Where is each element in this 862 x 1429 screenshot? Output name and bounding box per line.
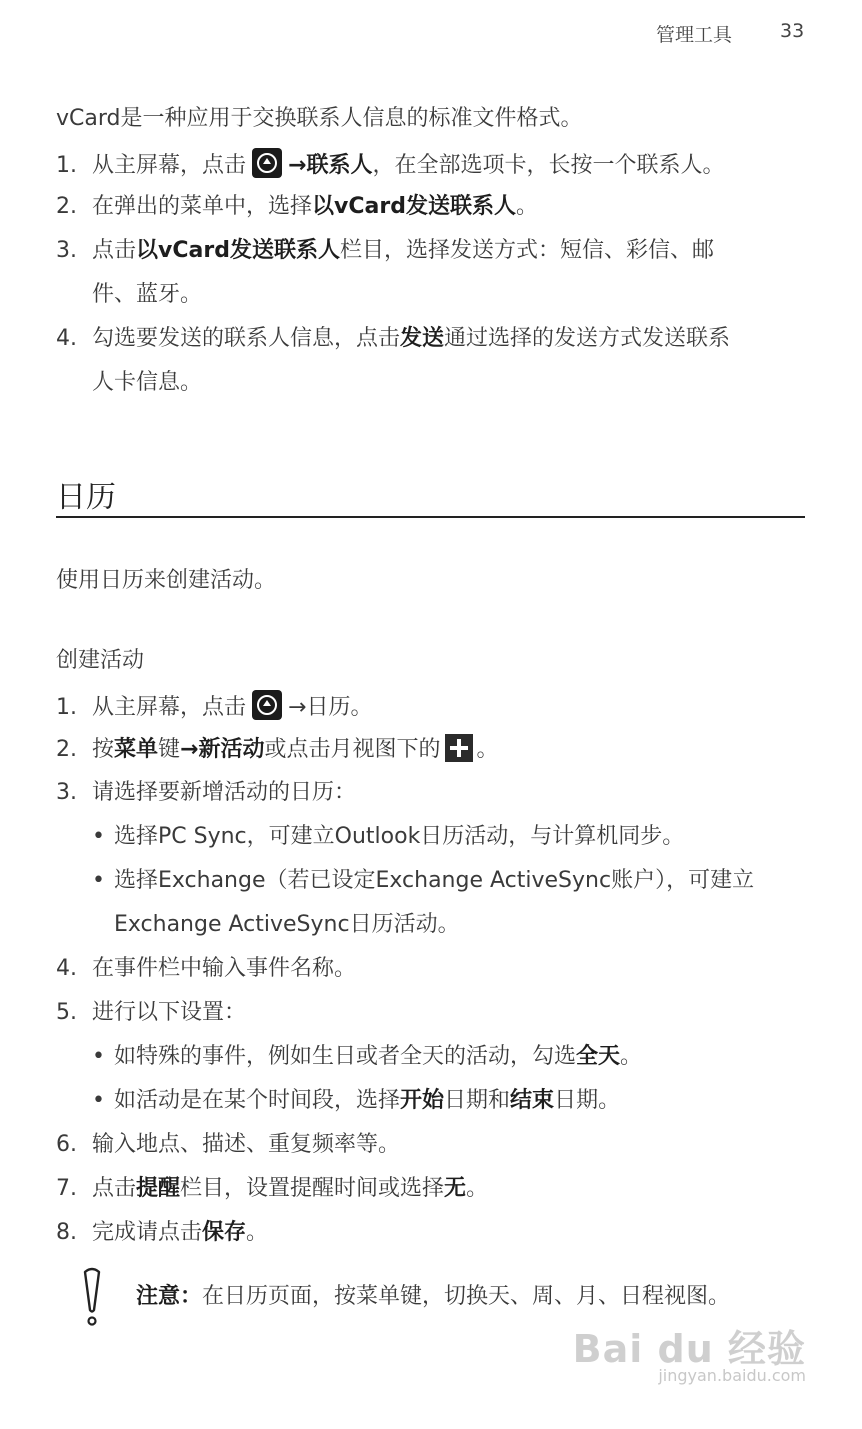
cal-step-1	[56, 690, 372, 723]
bullet-bold-text: 结束	[510, 1088, 555, 1113]
bullet: •	[92, 824, 105, 849]
cal-step-3-bullet-2	[92, 866, 754, 896]
bullet-text: 日期。	[554, 1088, 621, 1113]
step-text: 。	[476, 737, 499, 762]
step-bold-text: 菜单	[114, 737, 159, 762]
cal-step-3-bullet-1	[92, 822, 684, 852]
step-bold-text: →新活动	[180, 737, 265, 762]
step-number: 2.	[56, 194, 77, 219]
step-text: →日历	[288, 695, 351, 720]
bullet-text: 。	[620, 1044, 643, 1069]
step-text: 通过选择的发送方式发送联系	[444, 326, 731, 351]
step-text: 栏目，设置提醒时间或选择	[180, 1176, 445, 1201]
cal-step-7	[56, 1174, 488, 1204]
exclamation-icon	[80, 1266, 104, 1328]
vcard-step-3-continued: 件、蓝牙。	[92, 282, 203, 307]
intro-paragraph: vCard是一种应用于交换联系人信息的标准文件格式。	[56, 106, 583, 131]
step-text: 。	[246, 1220, 269, 1245]
cal-step-5-bullet-1	[92, 1042, 642, 1072]
step-number: 1.	[56, 695, 77, 720]
step-text: 请选择要新增活动的日历：	[92, 780, 357, 805]
app-launcher-icon	[252, 148, 282, 178]
step-number: 8.	[56, 1220, 77, 1245]
step-text: 。	[466, 1176, 489, 1201]
vcard-step-2	[56, 192, 538, 222]
section-intro: 使用日历来创建活动。	[56, 568, 277, 593]
bullet-text: 日期和	[444, 1088, 511, 1113]
bullet-text: 选择Exchange（若已设定Exchange ActiveSync账户），可建立	[114, 868, 755, 893]
step-number: 4.	[56, 326, 77, 351]
vcard-step-3	[56, 236, 714, 266]
bullet-text: 如特殊的事件，例如生日或者全天的活动，勾选	[114, 1044, 577, 1069]
step-bold-text: 发送	[400, 326, 445, 351]
step-text: 在事件栏中输入事件名称。	[92, 956, 357, 981]
step-text: 完成请点击	[92, 1220, 203, 1245]
note	[136, 1282, 730, 1312]
step-text: 。	[515, 194, 538, 219]
step-text: 按	[92, 737, 115, 762]
step-text: 从主屏幕，点击	[92, 695, 247, 720]
step-bold-text: 保存	[202, 1220, 247, 1245]
step-text: ，在全部选项卡，长按一个联系人。	[372, 153, 725, 178]
step-text: 从主屏幕，点击	[92, 153, 247, 178]
subheading: 创建活动	[56, 648, 145, 673]
step-text: 。	[350, 695, 373, 720]
page-number: 33	[780, 20, 805, 42]
step-text: 或点击月视图下的	[264, 737, 441, 762]
step-text: 键	[158, 737, 181, 762]
step-number: 7.	[56, 1176, 77, 1201]
step-bold-text: 无	[444, 1176, 467, 1201]
cal-step-6	[56, 1130, 400, 1160]
note-text: 在日历页面，按菜单键，切换天、周、月、日程视图。	[202, 1284, 731, 1309]
app-launcher-icon	[252, 690, 282, 720]
bullet-text: 如活动是在某个时间段，选择	[114, 1088, 401, 1113]
watermark-logo: Bai du 经验	[572, 1327, 806, 1371]
step-number: 6.	[56, 1132, 77, 1157]
watermark-url: jingyan.baidu.com	[658, 1366, 806, 1385]
bullet-text: 选择PC Sync，可建立Outlook日历活动，与计算机同步。	[114, 824, 685, 849]
step-number: 4.	[56, 956, 77, 981]
step-number: 3.	[56, 238, 77, 263]
bullet-bold-text: 全天	[576, 1044, 621, 1069]
step-bold-text: 以vCard发送联系人	[136, 238, 340, 263]
cal-step-3	[56, 778, 356, 808]
bullet: •	[92, 1088, 105, 1113]
vcard-step-1	[56, 148, 724, 181]
step-number: 2.	[56, 737, 77, 762]
bullet: •	[92, 868, 105, 893]
step-text: 点击	[92, 1176, 137, 1201]
plus-icon	[445, 734, 473, 762]
note-label: 注意：	[136, 1284, 203, 1309]
cal-step-8	[56, 1218, 268, 1248]
step-text: 勾选要发送的联系人信息，点击	[92, 326, 401, 351]
section-title: 日历	[56, 480, 116, 515]
step-text: 栏目，选择发送方式：短信、彩信、邮	[339, 238, 714, 263]
step-text: 进行以下设置：	[92, 1000, 247, 1025]
bullet-bold-text: 开始	[400, 1088, 445, 1113]
step-bold-text: 以vCard发送联系人	[312, 194, 516, 219]
cal-step-2	[56, 734, 499, 765]
cal-step-5-bullet-2	[92, 1086, 620, 1116]
step-number: 1.	[56, 153, 77, 178]
cal-step-5	[56, 998, 246, 1028]
step-bold-text: →联系人	[288, 153, 373, 178]
header-section-title: 管理工具	[656, 24, 733, 46]
step-text: 点击	[92, 238, 137, 263]
step-number: 5.	[56, 1000, 77, 1025]
vcard-step-4	[56, 324, 730, 354]
step-text: 输入地点、描述、重复频率等。	[92, 1132, 401, 1157]
cal-step-4	[56, 954, 356, 984]
step-number: 3.	[56, 780, 77, 805]
vcard-step-4-continued: 人卡信息。	[92, 370, 203, 395]
bullet: •	[92, 1044, 105, 1069]
section-divider	[56, 516, 805, 518]
step-bold-text: 提醒	[136, 1176, 181, 1201]
step-text: 在弹出的菜单中，选择	[92, 194, 313, 219]
cal-step-3-bullet-2-continued: Exchange ActiveSync日历活动。	[114, 912, 460, 937]
